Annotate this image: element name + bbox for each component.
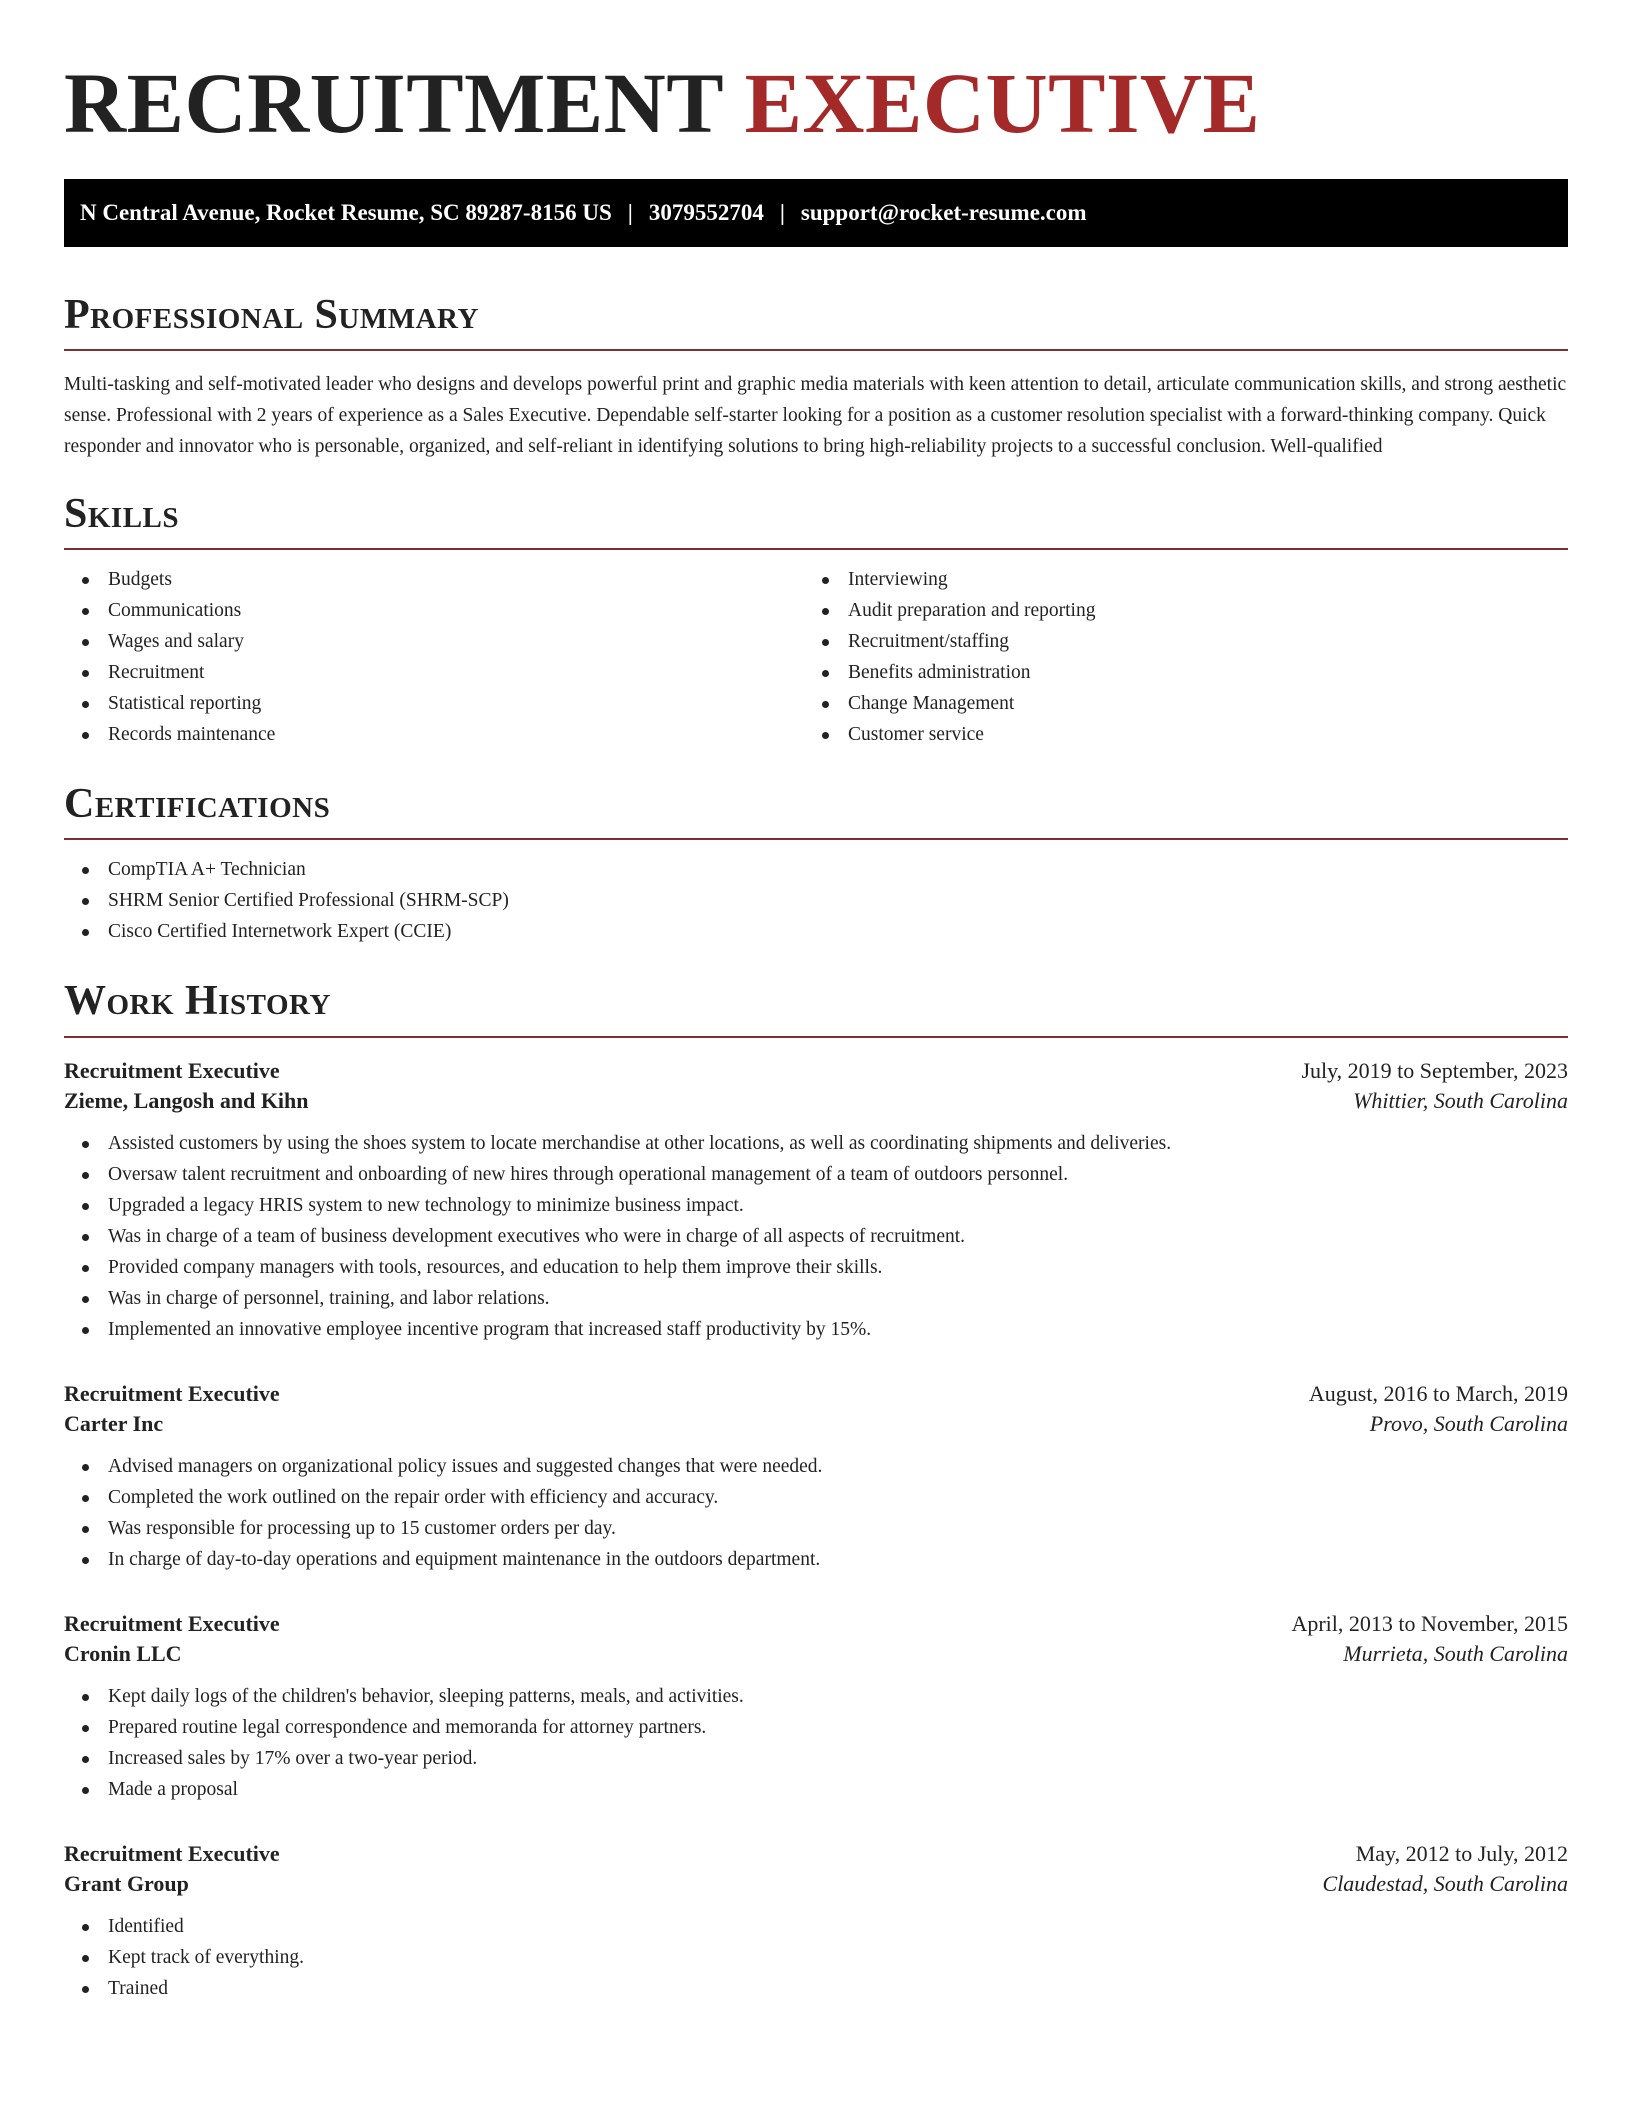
job-duties-list	[64, 1451, 1568, 1575]
certification-item: SHRM Senior Certified Professional (SHRM-SCP)	[64, 885, 1568, 916]
section-divider	[64, 1036, 1568, 1038]
skill-item: Recruitment/staffing	[804, 626, 1544, 657]
job-duty-item: Identified	[64, 1911, 1568, 1942]
job-company: Zieme, Langosh and Kihn	[64, 1087, 309, 1113]
contact-bar	[64, 179, 1568, 247]
skill-item: Audit preparation and reporting	[804, 595, 1544, 626]
job-duty-item: Made a proposal	[64, 1774, 1568, 1805]
skills-section	[64, 490, 1568, 750]
certifications-section	[64, 780, 1568, 947]
job-duty-item: Prepared routine legal correspondence and memoranda for attorney partners.	[64, 1712, 1568, 1743]
job-location: Murrieta, South Carolina	[1343, 1640, 1568, 1666]
job-duty-item: Kept track of everything.	[64, 1942, 1568, 1973]
job-dates: July, 2019 to September, 2023	[1301, 1057, 1568, 1083]
job-entry	[64, 1058, 1568, 1345]
skill-item: Recruitment	[64, 657, 804, 688]
name-first: RECRUITMENT	[64, 55, 723, 151]
skill-item: Change Management	[804, 688, 1544, 719]
job-duty-item: Was in charge of a team of business development executives who were in charge of all aspects of recruitment.	[64, 1221, 1568, 1252]
name-second: EXECUTIVE	[744, 55, 1261, 151]
job-title: Recruitment Executive	[64, 1057, 280, 1083]
job-title: Recruitment Executive	[64, 1840, 280, 1866]
skills-list-right	[804, 564, 1544, 750]
job-entry	[64, 1611, 1568, 1805]
section-title-summary: Professional Summary	[64, 291, 479, 338]
job-duty-item: Implemented an innovative employee incentive program that increased staff productivity by 15%.	[64, 1314, 1568, 1345]
job-duties-list	[64, 1681, 1568, 1805]
job-duty-item: Assisted customers by using the shoes system to locate merchandise at other locations, as well as coordinating shipments and deliveries.	[64, 1128, 1568, 1159]
certifications-list	[64, 854, 1568, 947]
job-duty-item: Was in charge of personnel, training, and labor relations.	[64, 1283, 1568, 1314]
section-title-work-history: Work History	[64, 978, 331, 1025]
skill-item: Records maintenance	[64, 719, 804, 750]
job-title: Recruitment Executive	[64, 1380, 280, 1406]
job-dates: May, 2012 to July, 2012	[1355, 1840, 1568, 1866]
job-location: Whittier, South Carolina	[1353, 1087, 1568, 1113]
job-header-row	[64, 1841, 1568, 1867]
skill-item: Customer service	[804, 719, 1544, 750]
resume-name	[64, 56, 1568, 151]
job-company-row	[64, 1088, 1568, 1114]
job-dates: April, 2013 to November, 2015	[1291, 1610, 1568, 1636]
job-duty-item: Oversaw talent recruitment and onboarding of new hires through operational management of a team of outdoors personnel.	[64, 1159, 1568, 1190]
work-history-section	[64, 977, 1568, 2003]
job-duty-item: Trained	[64, 1973, 1568, 2004]
job-company: Cronin LLC	[64, 1640, 182, 1666]
job-dates: August, 2016 to March, 2019	[1308, 1380, 1568, 1406]
section-title-skills: Skills	[64, 490, 180, 537]
job-company: Carter Inc	[64, 1410, 164, 1436]
skills-column-left	[64, 564, 804, 750]
job-duty-item: Increased sales by 17% over a two-year period.	[64, 1743, 1568, 1774]
job-title: Recruitment Executive	[64, 1610, 280, 1636]
section-divider	[64, 548, 1568, 550]
certification-item: Cisco Certified Internetwork Expert (CCIE)	[64, 916, 1568, 947]
skill-item: Budgets	[64, 564, 804, 595]
skill-item: Wages and salary	[64, 626, 804, 657]
contact-separator: |	[627, 199, 633, 225]
contact-separator: |	[779, 199, 785, 225]
skill-item: Benefits administration	[804, 657, 1544, 688]
job-duty-item: In charge of day-to-day operations and equipment maintenance in the outdoors department.	[64, 1544, 1568, 1575]
job-company-row	[64, 1411, 1568, 1437]
section-title-certifications: Certifications	[64, 781, 331, 828]
contact-email: support@rocket-resume.com	[800, 199, 1087, 225]
job-entry	[64, 1381, 1568, 1575]
job-duty-item: Kept daily logs of the children's behavior, sleeping patterns, meals, and activities.	[64, 1681, 1568, 1712]
job-duty-item: Upgraded a legacy HRIS system to new technology to minimize business impact.	[64, 1190, 1568, 1221]
job-duty-item: Completed the work outlined on the repair order with efficiency and accuracy.	[64, 1482, 1568, 1513]
certification-item: CompTIA A+ Technician	[64, 854, 1568, 885]
job-duties-list	[64, 1911, 1568, 2004]
skill-item: Communications	[64, 595, 804, 626]
job-duty-item: Provided company managers with tools, resources, and education to help them improve their skills.	[64, 1252, 1568, 1283]
summary-section	[64, 291, 1568, 462]
skills-list-left	[64, 564, 804, 750]
skill-item: Interviewing	[804, 564, 1544, 595]
job-entry	[64, 1841, 1568, 2004]
job-location: Provo, South Carolina	[1369, 1410, 1568, 1436]
job-duty-item: Advised managers on organizational policy issues and suggested changes that were needed.	[64, 1451, 1568, 1482]
job-company-row	[64, 1641, 1568, 1667]
contact-address: N Central Avenue, Rocket Resume, SC 89287-8156 US	[80, 199, 612, 225]
job-company-row	[64, 1871, 1568, 1897]
jobs-list	[64, 1058, 1568, 2004]
job-duties-list	[64, 1128, 1568, 1345]
section-divider	[64, 349, 1568, 351]
skills-grid	[64, 564, 1568, 750]
section-divider	[64, 838, 1568, 840]
skill-item: Statistical reporting	[64, 688, 804, 719]
job-header-row	[64, 1381, 1568, 1407]
job-company: Grant Group	[64, 1870, 189, 1896]
contact-phone: 3079552704	[648, 199, 764, 225]
summary-text: Multi-tasking and self-motivated leader who designs and develops powerful print and graphic media materials with keen attention to detail, articulate communication skills, and strong aesthetic sense. Professional with 2 years of experience as a Sales Executive. Dependable self-starter looking for a position as a customer resolution specialist with a forward-thinking company. Quick responder and innovator who is personable, organized, and self-reliant in identifying solutions to bring high-reliability projects to a successful conclusion. Well-qualified	[64, 373, 1567, 457]
job-header-row	[64, 1611, 1568, 1637]
skills-column-right	[804, 564, 1544, 750]
job-duty-item: Was responsible for processing up to 15 customer orders per day.	[64, 1513, 1568, 1544]
job-location: Claudestad, South Carolina	[1322, 1870, 1568, 1896]
job-header-row	[64, 1058, 1568, 1084]
